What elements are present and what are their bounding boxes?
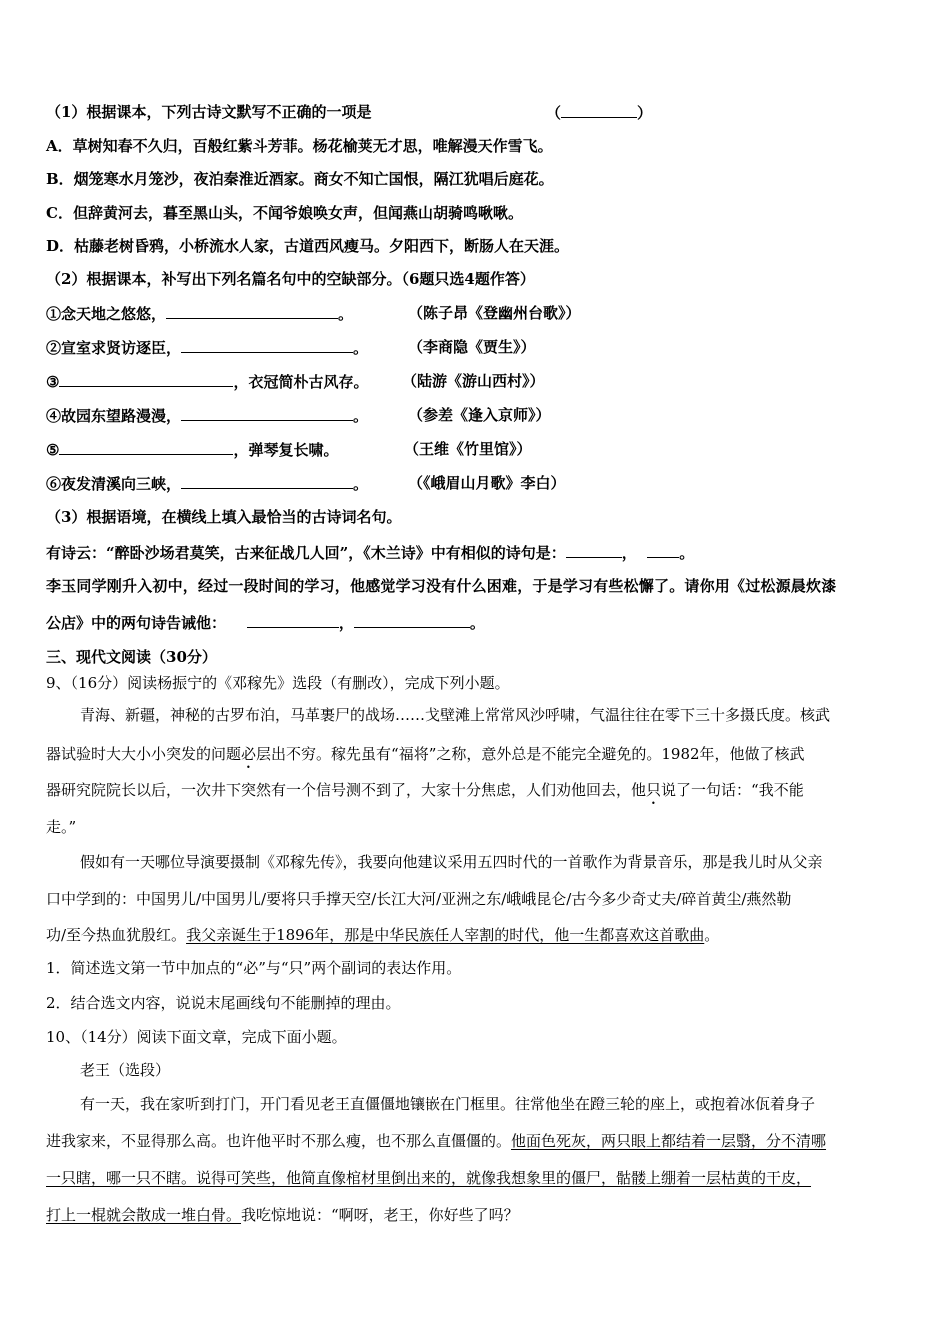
- q1-answer-blank[interactable]: [561, 102, 637, 118]
- q2-source-1: （陈子昂《登幽州台歌》）: [408, 304, 581, 322]
- q2-blank-1[interactable]: [166, 303, 338, 319]
- q1-stem: （1）根据课本，下列古诗文默写不正确的一项是: [46, 103, 372, 121]
- q2-blank-2[interactable]: [181, 337, 353, 353]
- q10-p1-line4: 打上一棍就会散成一堆白骨。我吃惊地说：“啊呀，老王，你好些了吗？: [46, 1206, 519, 1224]
- q1-option-c: C．但辞黄河去，暮至黑山头，不闻爷娘唤女声，但闻燕山胡骑鸣啾啾。: [46, 204, 523, 222]
- q1-option-b: B．烟笼寒水月笼沙，夜泊秦淮近酒家。商女不知亡国恨，隔江犹唱后庭花。: [46, 170, 554, 188]
- q10-passage-title: 老王（选段）: [80, 1061, 171, 1079]
- q3-blank-4[interactable]: [354, 612, 470, 628]
- q10-stem: 10、（14分）阅读下面文章，完成下面小题。: [46, 1028, 347, 1046]
- q3-blank-1[interactable]: [566, 542, 622, 558]
- q10-p1-line2: 进我家来，不显得那么高。也许他平时不那么瘦，也不那么直僵僵的。他面色死灰，两只眼上都结着一层翳，分不清哪: [46, 1132, 827, 1150]
- q2-item-2: ②宣室求贤访逐臣， 。: [46, 339, 369, 357]
- q2-source-4: （参差《逢入京师》）: [408, 406, 551, 424]
- q9-sub-question-2: 2．结合选文内容，说说末尾画线句不能删掉的理由。: [46, 994, 401, 1012]
- dotted-word-zhi: 只: [646, 781, 662, 799]
- q2-stem: （2）根据课本，补写出下列名篇名句中的空缺部分。（6题只选4题作答）: [46, 270, 535, 288]
- underlined-passage-end: 打上一棍就会散成一堆白骨。: [46, 1206, 242, 1224]
- q2-blank-3[interactable]: [59, 371, 233, 387]
- q2-source-3: （陆游《游山西村》）: [402, 372, 545, 390]
- q9-p2-line1: 假如有一天哪位导演要摄制《邓稼先传》，我要向他建议采用五四时代的一首歌作为背景音乐，那是我儿时从父亲: [80, 853, 823, 871]
- q3-line2: 李玉同学刚升入初中，经过一段时间的学习，他感觉学习没有什么困难，于是学习有些松懈了。请你用《过松源晨炊漆: [46, 577, 837, 595]
- q9-p1-line4: 走。”: [46, 818, 77, 836]
- q9-stem: 9、（16分）阅读杨振宁的《邓稼先》选段（有删改），完成下列小题。: [46, 674, 510, 692]
- q9-p2-line2: 口中学到的：中国男儿/中国男儿/要将只手撑天空/长江大河/亚洲之东/峨峨昆仑/古今多少奇丈夫/碎首黄尘/燕然勒: [46, 890, 792, 908]
- q2-source-5: （王维《竹里馆》）: [404, 440, 532, 458]
- q3-blank-3[interactable]: [247, 612, 339, 628]
- q2-item-4: ④故园东望路漫漫， 。: [46, 407, 369, 425]
- q2-item-3: ③ ，衣冠简朴古风存。: [46, 373, 369, 391]
- q9-p1-line2: 器试验时大大小小突发的问题必层出不穷。稼先虽有“福将”之称，意外总是不能完全避免的。1982年，他做了核武: [46, 745, 805, 763]
- underlined-passage-start: 他面色死灰，两只眼上都结着一层翳，分不清哪: [511, 1132, 827, 1150]
- q9-sub-question-1: 1．简述选文第一节中加点的“必”与“只”两个副词的表达作用。: [46, 959, 462, 977]
- q3-line3: 公店》中的两句诗告诫他： ， 。: [46, 614, 485, 632]
- q2-item-5: ⑤ ，弹琴复长啸。: [46, 441, 339, 459]
- q2-source-2: （李商隐《贾生》）: [408, 338, 536, 356]
- q2-item-1: ①念天地之悠悠， 。: [46, 305, 354, 323]
- q10-p1-line1: 有一天，我在家听到打门，开门看见老王直僵僵地镶嵌在门框里。往常他坐在蹬三轮的座上，或抱着冰佤着身子: [80, 1095, 816, 1113]
- q10-p1-line3: 一只瞎，哪一只不瞎。说得可笑些，他简直像棺材里倒出来的，就像我想象里的僵尸，骷髅上绷着一层枯黄的干皮，: [46, 1169, 812, 1187]
- q1-option-a: A．草树知春不久归，百般红紫斗芳菲。杨花榆荚无才思，唯解漫天作雪飞。: [46, 137, 553, 155]
- q2-item-6: ⑥夜发清溪向三峡， 。: [46, 475, 369, 493]
- q9-p1-line1: 青海、新疆，神秘的古罗布泊，马革裹尸的战场……戈壁滩上常常风沙呼啸，气温往往在零下三十多摄氏度。核武: [80, 706, 831, 724]
- section-title: 三、现代文阅读（30分）: [46, 648, 217, 666]
- q3-line1: 有诗云：“醉卧沙场君莫笑，古来征战几人回”，《木兰诗》中有相似的诗句是： ， 。: [46, 544, 695, 562]
- q9-p2-line3: 功/至今热血犹殷红。我父亲诞生于1896年，那是中华民族任人宰割的时代，他一生都喜欢这首歌曲。: [46, 926, 720, 944]
- q3-stem: （3）根据语境，在横线上填入最恰当的古诗词名句。: [46, 508, 402, 526]
- q2-source-6: （《峨眉山月歌》李白）: [408, 474, 566, 492]
- q2-blank-6[interactable]: [181, 473, 353, 489]
- q9-p1-line3: 器研究院院长以后，一次井下突然有一个信号测不到了，大家十分焦虑，人们劝他回去，他只说了一句话：“我不能: [46, 781, 804, 799]
- q1-stem-line: [46, 102, 371, 122]
- q2-blank-4[interactable]: [181, 405, 353, 421]
- dotted-word-bi: 必: [241, 745, 257, 763]
- q2-blank-5[interactable]: [59, 439, 233, 455]
- q3-blank-2[interactable]: [647, 542, 679, 558]
- underlined-sentence: 我父亲诞生于1896年，那是中华民族任人宰割的时代，他一生都喜欢这首歌曲: [186, 926, 705, 944]
- q1-answer-bracket: （ ）: [546, 104, 653, 122]
- q1-option-d: D．枯藤老树昏鸦，小桥流水人家，古道西风瘦马。夕阳西下，断肠人在天涯。: [46, 237, 570, 255]
